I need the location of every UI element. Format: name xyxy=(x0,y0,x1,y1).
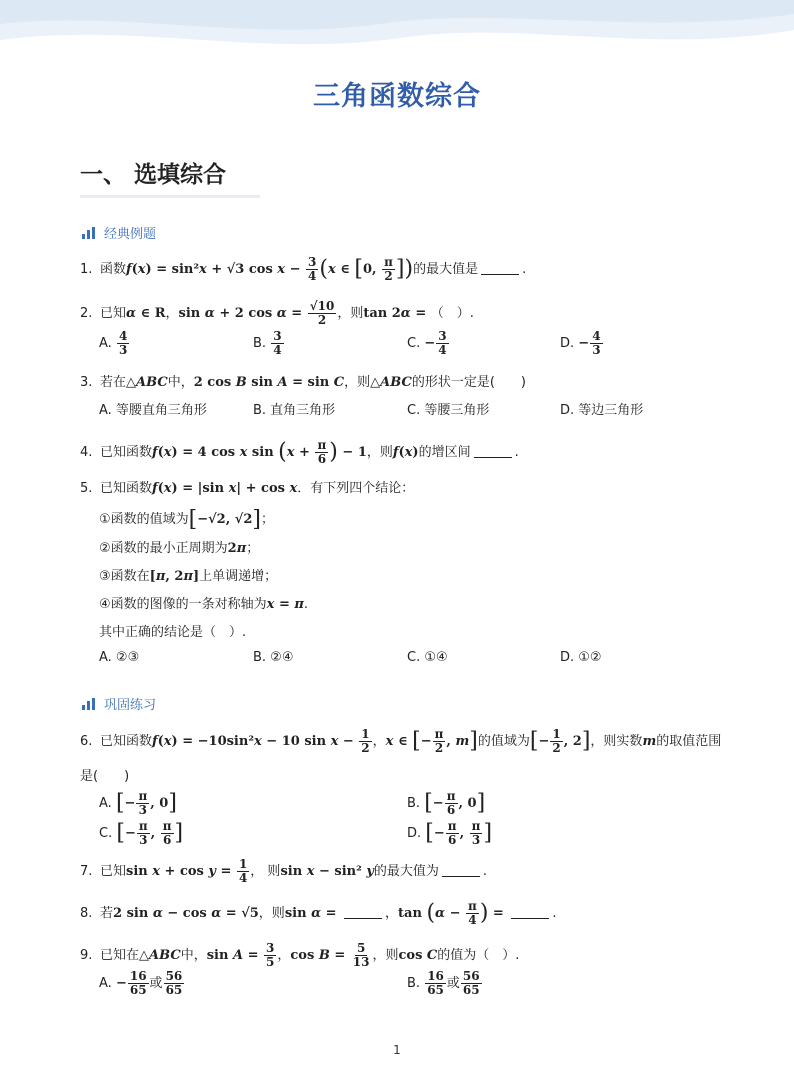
question-text: 已知在 xyxy=(100,948,140,963)
option-a[interactable]: A. − $\frac{16}{65}$ 或 $\frac{56}{65}$ xyxy=(99,969,183,997)
question-text: 已知 xyxy=(100,306,127,321)
question-number: 3. xyxy=(80,375,93,390)
option-a[interactable]: A. $\frac{4}{3}$ xyxy=(99,329,128,357)
question-number: 7. xyxy=(80,864,93,879)
question-number: 2. xyxy=(80,306,93,321)
question-text: ， 则 xyxy=(250,864,281,879)
question-text: 中， xyxy=(180,948,207,963)
question-end: . xyxy=(482,864,488,879)
section-underline xyxy=(80,195,260,198)
option-c[interactable]: C. 等腰三角形 xyxy=(407,403,490,418)
question-text: 已知函数 xyxy=(100,481,153,496)
statement-3: ③函数在[π, 2π]上单调递增； xyxy=(99,569,278,584)
answer-blank xyxy=(481,262,519,275)
header-wave-decoration xyxy=(0,0,794,70)
question-text: 的值为（ ）. xyxy=(437,948,520,963)
question-5-ask: 其中正确的结论是（ ）. xyxy=(99,625,247,640)
question-text: ，则实数 xyxy=(590,734,643,749)
option-b[interactable]: B. $\frac{3}{4}$ xyxy=(253,329,282,357)
subsection-practice xyxy=(82,694,156,713)
subsection-classic-examples xyxy=(82,223,156,242)
question-text: 的形状一定是( ) xyxy=(411,375,526,390)
question-5: 5. 已知函数f(x) = |sin x| + cos x．有下列四个结论： xyxy=(80,481,415,496)
question-text: 已知函数 xyxy=(100,445,153,460)
question-6: 6. 已知函数f(x) = −10sin²x − 10 sin x − $\frac{1}{2}$ ，x ∈ [− $\frac{\pi}{2}$ , m]的值域为[− $\frac{1}{2}$ , 2]，则实数m的取值范围 xyxy=(80,727,722,755)
question-1: 1. 函数f(x) = sin²x + √3 cos x − $\frac{3}{4}$ (x ∈ [0, $\frac{\pi}{2}$ ])的最大值是 . xyxy=(80,255,527,283)
question-text: 的值域为 xyxy=(477,734,530,749)
question-text: ．有下列四个结论： xyxy=(297,481,415,496)
option-c[interactable]: C. [− $\frac{\pi}{3}$ , $\frac{\pi}{6}$ ] xyxy=(99,819,184,847)
question-9: 9. 已知在△ABC中，sin A = $\frac{3}{5}$ ，cos B = $\frac{5}{13}$ ，则cos C的值为（ ）. xyxy=(80,941,520,969)
question-text: 中， xyxy=(167,375,194,390)
question-number: 1. xyxy=(80,262,93,277)
fraction: $\frac{√10}{2}$ xyxy=(309,299,335,327)
option-a[interactable]: A. 等腰直角三角形 xyxy=(99,403,207,418)
question-number: 8. xyxy=(80,906,93,921)
question-3: 3. 若在△ABC中，2 cos B sin A = sin C，则△ABC的形状一定是( ) xyxy=(80,375,526,390)
statement-4: ④函数的图像的一条对称轴为x = π. xyxy=(99,597,309,612)
question-text: 若 xyxy=(100,906,114,921)
question-text: ，则 xyxy=(258,906,285,921)
question-text: 的增区间 xyxy=(418,445,471,460)
question-6-line2: 是( ) xyxy=(80,769,130,784)
option-d[interactable]: D. − $\frac{4}{3}$ xyxy=(560,329,601,357)
question-text: 若在 xyxy=(100,375,127,390)
question-4: 4. 已知函数f(x) = 4 cos x sin (x + $\frac{\pi}{6}$ ) − 1，则f(x)的增区间 . xyxy=(80,438,519,466)
question-text: ，则 xyxy=(337,306,364,321)
answer-blank xyxy=(474,445,512,458)
question-text: 的最大值为 xyxy=(373,864,439,879)
question-number: 9. xyxy=(80,948,93,963)
question-8: 8. 若2 sin α − cos α = √5，则sin α = ，tan (α − $\frac{\pi}{4}$ ) = . xyxy=(80,899,557,927)
question-text: ，则 xyxy=(366,445,393,460)
question-text: 已知函数 xyxy=(100,734,153,749)
fraction: $\frac{\pi}{2}$ xyxy=(384,255,393,283)
answer-blank xyxy=(511,906,549,919)
option-c[interactable]: C. − $\frac{3}{4}$ xyxy=(407,329,447,357)
question-text: 的最大值是 xyxy=(413,262,479,277)
question-number: 4. xyxy=(80,445,93,460)
answer-blank xyxy=(442,864,480,877)
answer-blank xyxy=(344,906,382,919)
question-number: 5. xyxy=(80,481,93,496)
option-b[interactable]: B. $\frac{16}{65}$ 或 $\frac{56}{65}$ xyxy=(407,969,480,997)
subsection-label: 巩固练习 xyxy=(104,698,157,713)
question-text: ，则 xyxy=(344,375,371,390)
question-end: . xyxy=(522,262,527,277)
question-7: 7. 已知sin x + cos y = $\frac{1}{4}$ ， 则sin x − sin² y的最大值为 . xyxy=(80,857,488,885)
page-title: 三角函数综合 xyxy=(313,81,481,112)
question-text: 已知 xyxy=(100,864,127,879)
option-b[interactable]: B. 直角三角形 xyxy=(253,403,336,418)
bar-chart-icon xyxy=(82,227,95,239)
bar-chart-icon xyxy=(82,698,95,710)
question-2: 2. 已知α ∈ R，sin α + 2 cos α = $\frac{√10}{2}$ ，则tan 2α = （ ）. xyxy=(80,299,474,327)
question-number: 6. xyxy=(80,734,93,749)
question-text: 的取值范围 xyxy=(656,734,722,749)
section-heading: 一、 选填综合 xyxy=(80,162,227,188)
page-number: 1 xyxy=(393,1043,401,1057)
subsection-label: 经典例题 xyxy=(104,227,157,242)
option-b[interactable]: B. [− $\frac{\pi}{6}$ , 0] xyxy=(407,789,486,817)
question-text: 函数 xyxy=(100,262,127,277)
option-c[interactable]: C. ①④ xyxy=(407,650,448,665)
option-d[interactable]: D. 等边三角形 xyxy=(560,403,644,418)
option-a[interactable]: A. ②③ xyxy=(99,650,140,665)
question-text: ，则 xyxy=(372,948,399,963)
question-end: . xyxy=(514,445,519,460)
statement-1: ①函数的值域为[−√2, √2]； xyxy=(99,507,274,532)
option-d[interactable]: D. [− $\frac{\pi}{6}$ , $\frac{\pi}{3}$ ] xyxy=(407,819,493,847)
fraction: $\frac{3}{4}$ xyxy=(308,255,317,283)
question-end: （ ）. xyxy=(430,306,474,321)
statement-2: ②函数的最小正周期为2π； xyxy=(99,541,260,556)
option-b[interactable]: B. ②④ xyxy=(253,650,294,665)
question-end: . xyxy=(552,906,557,921)
option-a[interactable]: A. [− $\frac{\pi}{3}$ , 0] xyxy=(99,789,177,817)
option-d[interactable]: D. ①② xyxy=(560,650,602,665)
